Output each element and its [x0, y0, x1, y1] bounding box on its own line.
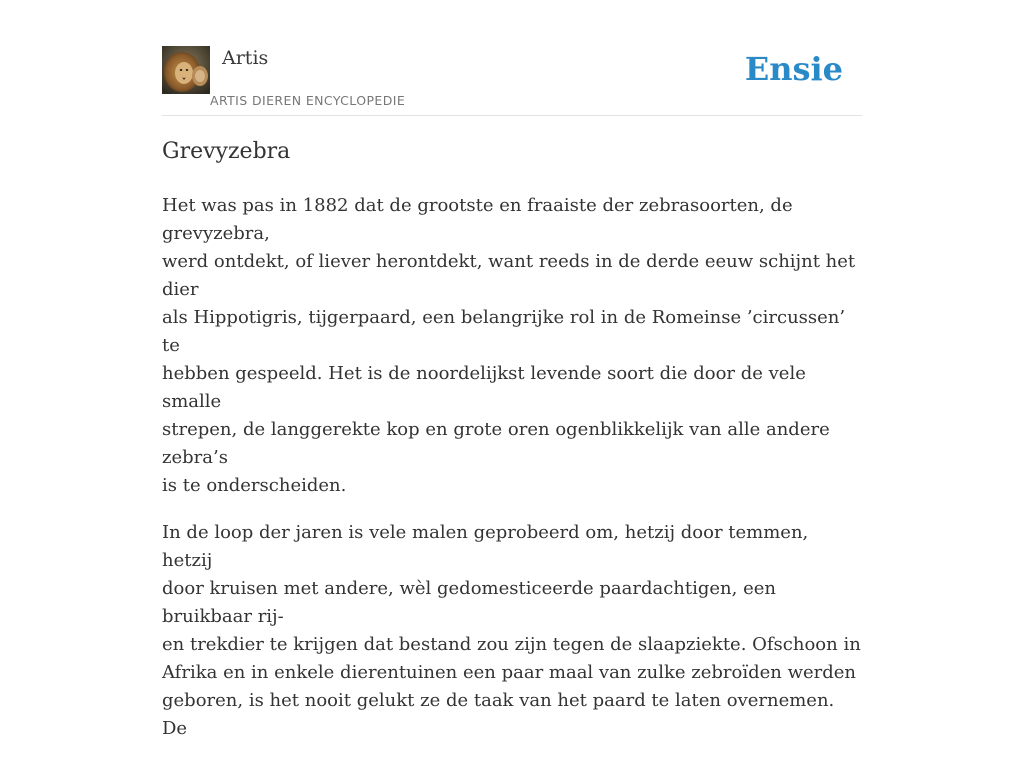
- publication-subtitle: ARTIS DIEREN ENCYCLOPEDIE: [210, 93, 406, 108]
- text-line: werd ontdekt, of liever herontdekt, want reeds in de derde eeuw schijnt het dier: [162, 251, 856, 300]
- text-line: en trekdier te krijgen dat bestand zou zijn tegen de slaapziekte. Ofschoon in: [162, 634, 861, 655]
- article-paragraph-2: [162, 519, 862, 743]
- text-line: hebben gespeeld. Het is de noordelijkst levende soort die door de vele smalle: [162, 363, 806, 412]
- text-line: Het was pas in 1882 dat de grootste en fraaiste der zebrasoorten, de grevyzebra,: [162, 195, 793, 244]
- article-paragraph-1: [162, 192, 862, 500]
- text-line: als Hippotigris, tijgerpaard, een belangrijke rol in de Romeinse ’circussen’ te: [162, 307, 846, 356]
- text-line: is te onderscheiden.: [162, 475, 347, 496]
- author-name-link[interactable]: Artis: [222, 47, 269, 69]
- text-line: In de loop der jaren is vele malen geprobeerd om, hetzij door temmen, hetzij: [162, 522, 809, 571]
- site-header: [162, 46, 862, 116]
- text-line: geboren, is het nooit gelukt ze de taak van het paard te laten overnemen. De: [162, 690, 835, 739]
- article-title: Grevyzebra: [162, 139, 291, 164]
- text-line: door kruisen met andere, wèl gedomesticeerde paardachtigen, een bruikbaar rij-: [162, 578, 776, 627]
- text-line: strepen, de langgerekte kop en grote oren ogenblikkelijk van alle andere zebra’s: [162, 419, 830, 468]
- text-line: Afrika en in enkele dierentuinen een paar maal van zulke zebroïden werden: [162, 662, 857, 683]
- author-avatar[interactable]: [162, 46, 210, 94]
- lion-icon: [162, 46, 210, 94]
- ensie-logo-link[interactable]: Ensie: [744, 50, 843, 88]
- header-divider: [162, 115, 862, 116]
- article-body: [162, 192, 862, 762]
